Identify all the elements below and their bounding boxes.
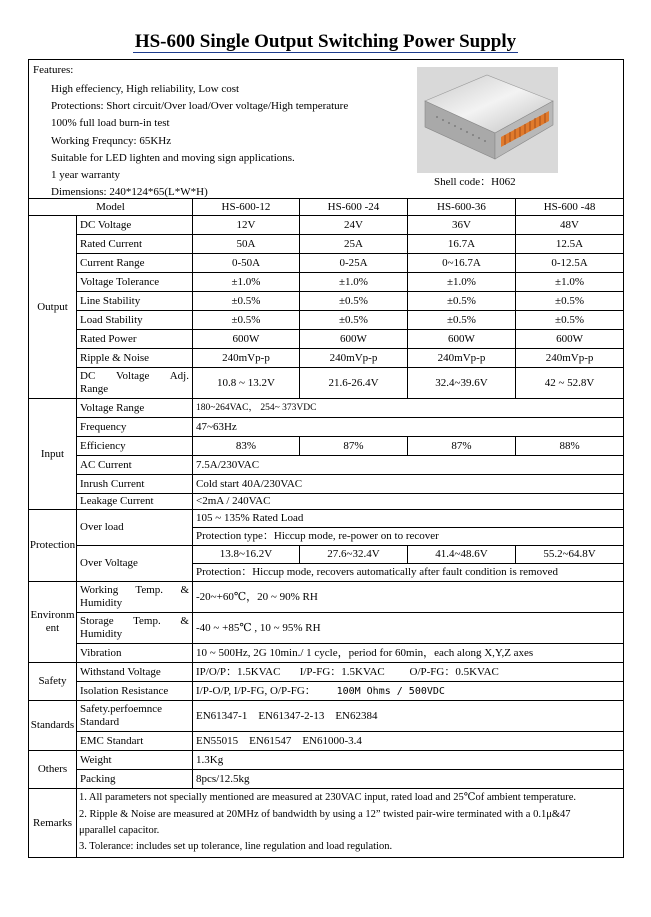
feature-item: 1 year warranty <box>51 168 121 181</box>
row-label <box>77 368 193 399</box>
row-label: Packing <box>77 770 193 789</box>
input-row <box>29 437 624 456</box>
row-label: Isolation Resistance <box>77 682 193 701</box>
value-cell: 87% <box>300 437 408 456</box>
remarks-group-label: Remarks <box>29 789 77 858</box>
value-cell: 12.5A <box>516 235 624 254</box>
remarks-row <box>29 789 624 858</box>
remark-line: 3. Tolerance: includes set up tolerance, line regulation and load regulation. <box>79 841 393 853</box>
value-cell: 0-12.5A <box>516 254 624 273</box>
row-label: Vibration <box>77 644 193 663</box>
group-label-line: Environm <box>30 609 75 621</box>
spec-sheet <box>28 59 623 858</box>
row-label-line: Working Temp. & <box>80 584 189 596</box>
value-cell: 7.5A/230VAC <box>193 456 624 475</box>
row-label: Inrush Current <box>77 475 193 494</box>
value-cell: 42 ~ 52.8V <box>516 368 624 399</box>
row-label: DC Voltage <box>77 216 193 235</box>
remark-line: μparallel capacitor. <box>79 825 160 836</box>
row-label: Load Stability <box>77 311 193 330</box>
value-cell: 10 ~ 500Hz, 2G 10min./ 1 cycle，period for 60min，each along X,Y,Z axes <box>193 644 624 663</box>
value-cell: 240mVp-p <box>300 349 408 368</box>
output-row <box>29 235 624 254</box>
input-row <box>29 494 624 510</box>
value-cell: EN61347-1 EN61347-2-13 EN62384 <box>193 701 624 732</box>
value-cell: 10.8 ~ 13.2V <box>193 368 300 399</box>
output-row <box>29 273 624 292</box>
row-label: Withstand Voltage <box>77 663 193 682</box>
output-adj-row <box>29 368 624 399</box>
value-cell: ±1.0% <box>516 273 624 292</box>
remark-line: 1. All parameters not specially mentioned are measured at 230VAC input, rated load and 25℃of ambient temperature. <box>79 792 577 804</box>
row-label: Rated Power <box>77 330 193 349</box>
row-label <box>77 582 193 613</box>
environment-group-label <box>29 582 77 663</box>
environment-row <box>29 582 624 613</box>
row-label: AC Current <box>77 456 193 475</box>
model-label: Model <box>29 199 193 216</box>
value-cell: Cold start 40A/230VAC <box>193 475 624 494</box>
value-cell: 24V <box>300 216 408 235</box>
row-label: Leakage Current <box>77 494 193 510</box>
row-label: EMC Standart <box>77 732 193 751</box>
spec-table <box>28 59 624 858</box>
model-cell: HS-600 -24 <box>300 199 408 216</box>
input-row <box>29 475 624 494</box>
output-row <box>29 254 624 273</box>
model-cell: HS-600 -48 <box>516 199 624 216</box>
value-cell: 1.3Kg <box>193 751 624 770</box>
row-label: Rated Current <box>77 235 193 254</box>
remark-line: 2. Ripple & Noise are measured at 20MHz of bandwidth by using a 12” twisted pair-wire terminated with a 0.1μ&47 <box>79 808 571 820</box>
value-cell: 88% <box>516 437 624 456</box>
value-cell: 240mVp-p <box>193 349 300 368</box>
value-cell: ±0.5% <box>300 292 408 311</box>
remarks-text <box>77 789 624 858</box>
value-cell: 36V <box>408 216 516 235</box>
isolation-value: 100M Ohms / 500VDC <box>336 685 445 697</box>
value-cell: 105 ~ 135% Rated Load <box>193 510 624 528</box>
model-cell: HS-600-36 <box>408 199 516 216</box>
features-list <box>51 81 348 199</box>
power-supply-image <box>417 67 558 173</box>
row-label: Voltage Range <box>77 399 193 418</box>
input-row <box>29 456 624 475</box>
row-label: Current Range <box>77 254 193 273</box>
row-label-line: Range <box>80 383 109 395</box>
output-row <box>29 216 624 235</box>
power-supply-photo <box>417 67 558 173</box>
value-cell: 180~264VAC， 254~ 373VDC <box>193 399 624 418</box>
row-label-line: Standard <box>80 716 120 728</box>
others-row <box>29 770 624 789</box>
value-cell: ±0.5% <box>193 292 300 311</box>
input-group-label: Input <box>29 399 77 510</box>
value-cell: 240mVp-p <box>408 349 516 368</box>
value-cell: 32.4~39.6V <box>408 368 516 399</box>
value-cell: EN55015 EN61547 EN61000-3.4 <box>193 732 624 751</box>
value-cell: ±1.0% <box>300 273 408 292</box>
feature-item: Suitable for LED lighten and moving sign applications. <box>51 151 295 164</box>
safety-row <box>29 663 624 682</box>
input-row <box>29 418 624 437</box>
page-title: HS-600 Single Output Switching Power Supply <box>134 31 517 52</box>
row-label: Voltage Tolerance <box>77 273 193 292</box>
value-cell: 600W <box>408 330 516 349</box>
value-cell: 0-25A <box>300 254 408 273</box>
protection-row <box>29 546 624 564</box>
value-cell: 600W <box>193 330 300 349</box>
environment-row <box>29 644 624 663</box>
value-cell: 600W <box>300 330 408 349</box>
row-label <box>77 701 193 732</box>
standards-row <box>29 732 624 751</box>
value-cell: 27.6~32.4V <box>300 546 408 564</box>
value-cell: ±1.0% <box>408 273 516 292</box>
value-cell: 13.8~16.2V <box>193 546 300 564</box>
standards-group-label: Standards <box>29 701 77 751</box>
value-cell: ±1.0% <box>193 273 300 292</box>
safety-row <box>29 682 624 701</box>
value-cell: 47~63Hz <box>193 418 624 437</box>
value-cell: 50A <box>193 235 300 254</box>
others-group-label: Others <box>29 751 77 789</box>
value-cell: -40 ~ +85℃ , 10 ~ 95% RH <box>193 613 624 644</box>
value-cell: 48V <box>516 216 624 235</box>
value-cell: 12V <box>193 216 300 235</box>
output-row <box>29 292 624 311</box>
environment-row <box>29 613 624 644</box>
standards-row <box>29 701 624 732</box>
value-cell: <2mA / 240VAC <box>193 494 624 510</box>
value-cell: 55.2~64.8V <box>516 546 624 564</box>
value-cell: ±0.5% <box>516 292 624 311</box>
row-label: Line Stability <box>77 292 193 311</box>
feature-item: Protections: Short circuit/Over load/Over voltage/High temperature <box>51 100 349 113</box>
row-label-line: Humidity <box>80 597 123 609</box>
row-label: Ripple & Noise <box>77 349 193 368</box>
value-cell <box>193 682 624 701</box>
row-label-line: Safety.perfoemnce <box>80 703 163 715</box>
row-label-line: DC Voltage Adj. <box>80 370 189 382</box>
value-cell: Protection：Hiccup mode, recovers automatically after fault condition is removed <box>193 564 624 582</box>
row-label: Frequency <box>77 418 193 437</box>
value-cell: 0~16.7A <box>408 254 516 273</box>
model-cell: HS-600-12 <box>193 199 300 216</box>
feature-item: 100% full load burn-in test <box>51 117 170 130</box>
row-label: Over load <box>77 510 193 546</box>
output-row <box>29 330 624 349</box>
protection-row <box>29 510 624 528</box>
value-cell: 240mVp-p <box>516 349 624 368</box>
isolation-text: I/P-O/P, I/P-FG, O/P-FG： <box>196 684 316 697</box>
value-cell: 16.7A <box>408 235 516 254</box>
row-label: Efficiency <box>77 437 193 456</box>
model-row <box>29 199 624 216</box>
features-box <box>29 60 624 199</box>
value-cell: 41.4~48.6V <box>408 546 516 564</box>
value-cell: 87% <box>408 437 516 456</box>
input-row <box>29 399 624 418</box>
others-row <box>29 751 624 770</box>
output-row <box>29 349 624 368</box>
output-row <box>29 311 624 330</box>
row-label: Over Voltage <box>77 546 193 582</box>
value-cell: 21.6-26.4V <box>300 368 408 399</box>
value-cell: Protection type：Hiccup mode, re-power on to recover <box>193 528 624 546</box>
value-cell: 600W <box>516 330 624 349</box>
protection-group-label: Protection <box>29 510 77 582</box>
value-cell: 8pcs/12.5kg <box>193 770 624 789</box>
value-cell: IP/O/P：1.5KVAC I/P-FG：1.5KVAC O/P-FG：0.5KVAC <box>193 663 624 682</box>
value-cell: ±0.5% <box>516 311 624 330</box>
value-cell: ±0.5% <box>408 292 516 311</box>
value-cell: 83% <box>193 437 300 456</box>
feature-item: Dimensions: 240*124*65(L*W*H) <box>51 186 208 199</box>
group-label-line: ent <box>45 622 60 634</box>
shell-code: Shell code：H062 <box>434 176 516 188</box>
feature-item: High effeciency, High reliability, Low cost <box>51 83 240 95</box>
output-group-label: Output <box>29 216 77 399</box>
row-label-line: Humidity <box>80 628 123 640</box>
row-label <box>77 613 193 644</box>
value-cell: ±0.5% <box>193 311 300 330</box>
value-cell: ±0.5% <box>408 311 516 330</box>
row-label-line: Storage Temp. & <box>80 615 189 627</box>
value-cell: 25A <box>300 235 408 254</box>
value-cell: -20~+60℃，20 ~ 90% RH <box>193 582 624 613</box>
feature-item: Working Frequncy: 65KHz <box>51 134 172 147</box>
features-row <box>29 60 624 199</box>
value-cell: ±0.5% <box>300 311 408 330</box>
safety-group-label: Safety <box>29 663 77 701</box>
row-label: Weight <box>77 751 193 770</box>
value-cell: 0-50A <box>193 254 300 273</box>
features-label: Features: <box>33 64 74 76</box>
